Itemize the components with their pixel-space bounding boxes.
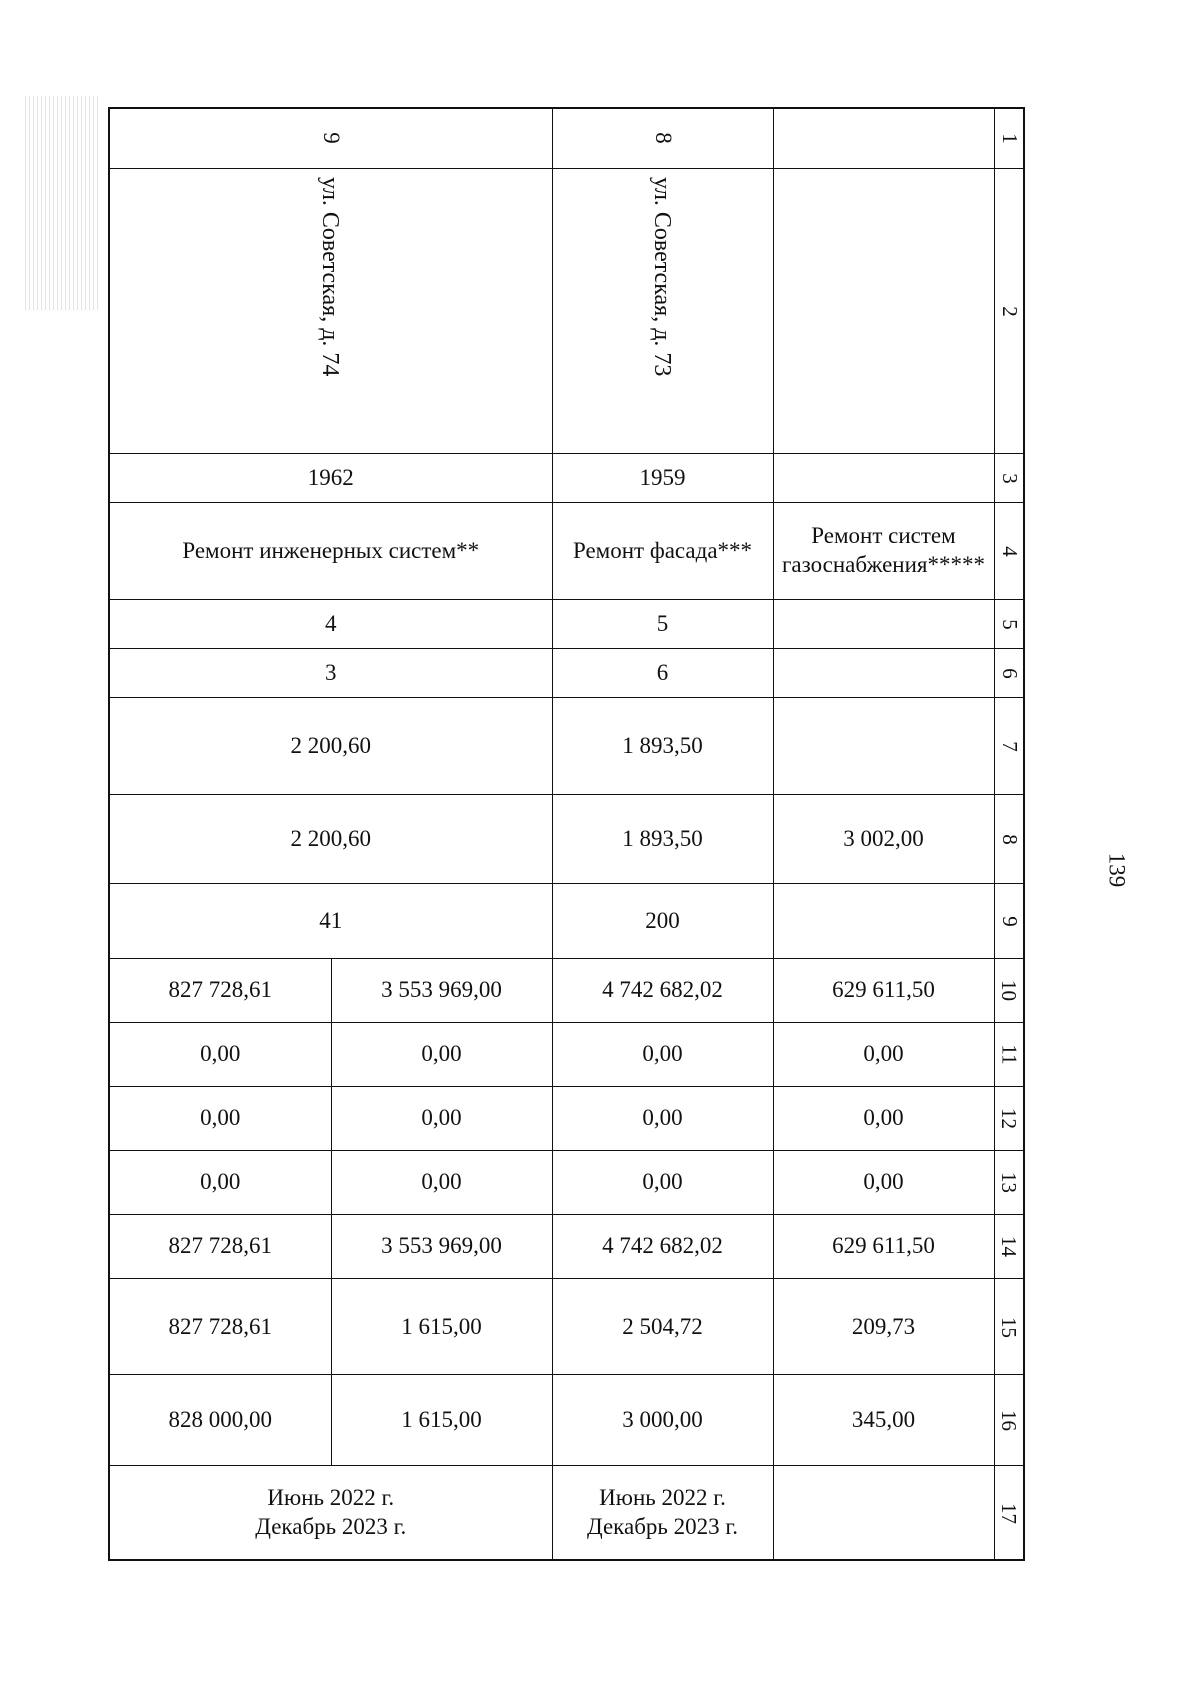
table-row [109,795,1024,883]
cell: 3 000,00 [552,1375,773,1466]
table-row [109,503,1024,600]
cell: 827 728,61 [109,1279,331,1375]
table-row [109,1214,1024,1278]
cell: 1 893,50 [552,795,773,883]
row-number: 16 [994,1375,1024,1466]
cell [773,883,994,958]
cell: 827 728,61 [109,958,331,1022]
table-row [109,1279,1024,1375]
cell: 3 002,00 [773,795,994,883]
cell: Ремонт систем газоснабжения***** [773,503,994,600]
cell [773,108,994,168]
table-row [109,1375,1024,1466]
cell: 0,00 [552,1150,773,1214]
cell: 827 728,61 [109,1214,331,1278]
period-cell [109,1466,552,1560]
table-row [109,168,1024,453]
cell: 0,00 [773,1150,994,1214]
cell: 8 [552,108,773,168]
cell: 0,00 [552,1022,773,1086]
row-number: 6 [994,649,1024,698]
cell: 0,00 [331,1086,552,1150]
cell: 6 [552,649,773,698]
cell: Ремонт инженерных систем** [109,503,552,600]
cell: 4 [109,600,552,649]
table-row [109,108,1024,168]
cell: 209,73 [773,1279,994,1375]
cell: 5 [552,600,773,649]
cell: 828 000,00 [109,1375,331,1466]
table-row [109,1086,1024,1150]
row-number: 13 [994,1150,1024,1214]
row-number: 2 [994,168,1024,453]
row-number: 8 [994,795,1024,883]
archive-stamp [22,96,98,310]
table-row [109,1466,1024,1560]
row-number: 11 [994,1022,1024,1086]
row-number: 5 [994,600,1024,649]
cell: 1 615,00 [331,1375,552,1466]
cell: 2 200,60 [109,795,552,883]
cell: 41 [109,883,552,958]
cell [773,649,994,698]
cell: 1 615,00 [331,1279,552,1375]
row-number: 14 [994,1214,1024,1278]
cell [773,600,994,649]
cell: 3 [109,649,552,698]
cell: 0,00 [552,1086,773,1150]
cell: 1 893,50 [552,698,773,795]
cell: 629 611,50 [773,1214,994,1278]
row-number: 10 [994,958,1024,1022]
table-row [109,883,1024,958]
cell: 2 504,72 [552,1279,773,1375]
cell: 1962 [109,453,552,502]
table-row [109,958,1024,1022]
cell: 0,00 [331,1022,552,1086]
period-end: Декабрь 2023 г. [255,1513,407,1539]
capital-repair-table [108,107,1025,1561]
row-number: 1 [994,108,1024,168]
cell: 0,00 [773,1022,994,1086]
row-number: 4 [994,503,1024,600]
row-number: 7 [994,698,1024,795]
cell [773,1466,994,1560]
period-start: Июнь 2022 г. [267,1484,395,1510]
cell: 0,00 [109,1022,331,1086]
cell: 629 611,50 [773,958,994,1022]
cell: 0,00 [331,1150,552,1214]
row-number: 15 [994,1279,1024,1375]
table-row [109,1022,1024,1086]
table-row [109,698,1024,795]
cell: Ремонт фасада*** [552,503,773,600]
cell [773,168,994,453]
table-row [109,649,1024,698]
row-number: 17 [994,1466,1024,1560]
address-cell: ул. Советская, д. 73 [552,168,773,453]
table-row [109,1150,1024,1214]
page-number: 139 [1104,852,1129,888]
cell: 2 200,60 [109,698,552,795]
period-start: Июнь 2022 г. [599,1484,726,1510]
cell: 3 553 969,00 [331,1214,552,1278]
table-row [109,600,1024,649]
row-number: 12 [994,1086,1024,1150]
period-end: Декабрь 2023 г. [587,1513,738,1539]
cell: 4 742 682,02 [552,1214,773,1278]
row-number: 9 [994,883,1024,958]
table-row [109,453,1024,502]
cell: 0,00 [109,1086,331,1150]
cell: 345,00 [773,1375,994,1466]
cell: 9 [109,108,552,168]
cell: 0,00 [109,1150,331,1214]
cell [773,698,994,795]
cell: 0,00 [773,1086,994,1150]
cell [773,453,994,502]
address-cell: ул. Советская, д. 74 [109,168,552,453]
period-cell [552,1466,773,1560]
cell: 3 553 969,00 [331,958,552,1022]
row-number: 3 [994,453,1024,502]
cell: 4 742 682,02 [552,958,773,1022]
cell: 200 [552,883,773,958]
cell: 1959 [552,453,773,502]
